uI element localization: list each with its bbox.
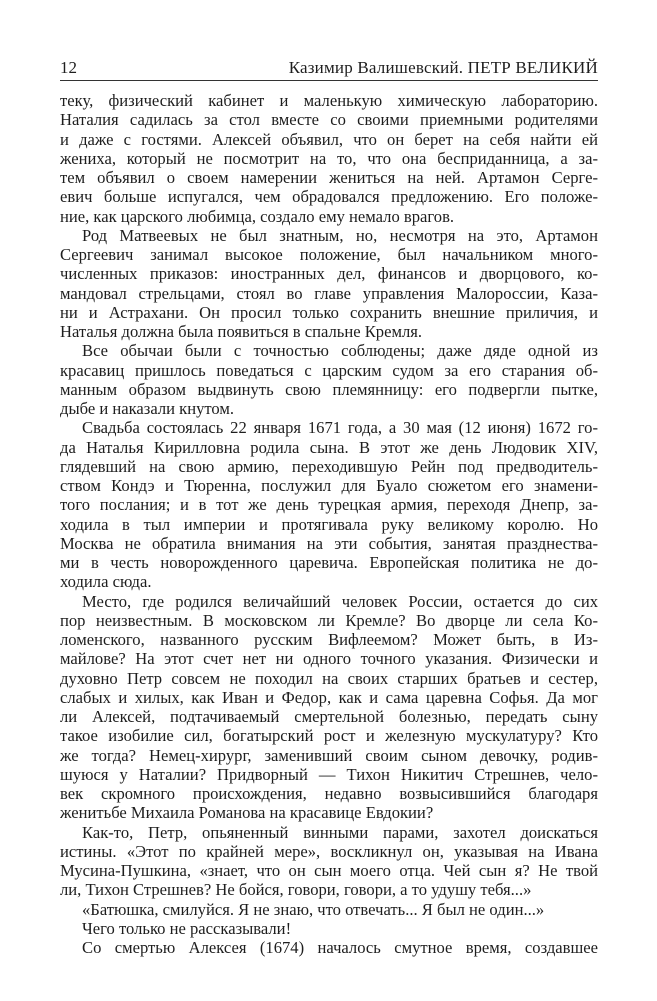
text-line: майлове? На этот счет нет ни одного точного указания. Физически и — [60, 649, 598, 669]
page-body — [60, 91, 598, 957]
text-line: жениха, который не посмотрит на то, что она бесприданница, а за- — [60, 148, 598, 168]
text-line: истины. «Этот по крайней мере», воскликнул он, указывая на Ивана — [60, 841, 598, 861]
paragraph — [60, 418, 598, 591]
page-number: 12 — [60, 58, 77, 77]
text-line: численных приказов: иностранных дел, финансов и дворцового, ко- — [60, 264, 598, 284]
text-line: ли, Тихон Стрешнев? Не бойся, говори, говори, а то удушу тебя...» — [60, 880, 532, 900]
text-line: Наталия садилась за стол вместе со своими приемными родителями — [60, 110, 598, 130]
text-line: глядевший на свою армию, переходившую Рейн под предводитель- — [60, 456, 598, 476]
text-line: Как-то, Петр, опьяненный винными парами, захотел доискаться — [82, 822, 598, 842]
text-line: Наталья должна была появиться в спальне Кремля. — [60, 322, 423, 341]
text-line: красавиц пришлось поведаться с царским судом за его старания об- — [60, 360, 598, 380]
text-line: Чего только не рассказывали! — [82, 918, 292, 938]
text-line: Род Матвеевых не был знатным, но, несмотря на это, Артамон — [82, 225, 598, 245]
text-line: Со смертью Алексея (1674) началось смутное время, создавшее — [82, 938, 598, 957]
text-line: дыбе и наказали кнутом. — [60, 399, 235, 418]
text-line: ли Алексей, подтачиваемый смертельной болезнью, передать сыну — [60, 707, 598, 726]
text-line: мандовал стрельцами, стоял во главе управления Малороссии, Каза- — [60, 283, 598, 303]
text-line: и даже с гостями. Алексей объявил, что он берет на себя найти ей — [60, 129, 598, 149]
text-line: духовно Петр совсем не походил на своих старших братьев и сестер, — [60, 668, 598, 688]
text-line: теку, физический кабинет и маленькую химическую лабораторию. — [60, 91, 598, 110]
text-line: Москва не обратила внимания на эти события, занятая празднества- — [60, 533, 598, 553]
text-line: Все обычаи были с точностью соблюдены; даже дяде одной из — [82, 341, 598, 361]
paragraph — [60, 900, 598, 919]
text-line: ством Кондэ и Тюренна, послужил для Буало сюжетом его знамени- — [60, 476, 598, 495]
text-line: ни и Астрахани. Он просил только сохранить внешние приличия, и — [60, 302, 598, 322]
text-line: ломенского, названного русским Вифлеемом? Может быть, в Из- — [60, 630, 598, 649]
text-line: век скромного происхождения, недавно возвысившийся благодаря — [60, 784, 598, 803]
text-line: пор неизвестным. В московском ли Кремле? Во дворце ли села Ко- — [60, 610, 598, 630]
running-header — [60, 56, 598, 81]
text-line: Мусина-Пушкина, «знает, что он сын моего отца. Чей сын я? Не твой — [60, 861, 598, 880]
paragraph — [60, 823, 598, 900]
text-line: тем объявил о своем намерении жениться на ней. Артамон Серге- — [60, 168, 598, 187]
paragraph — [60, 919, 598, 938]
paragraph — [60, 938, 598, 957]
text-line: «Батюшка, смилуйся. Я не знаю, что отвечать... Я был не один...» — [82, 899, 545, 919]
text-line: женитьбе Михаила Романова на красавице Евдокии? — [60, 803, 434, 823]
text-line: такое изобилие сил, богатырский рост и железную мускулатуру? Кто — [60, 726, 598, 746]
text-line: евич больше испугался, чем обрадовался предложению. Его положе- — [60, 187, 598, 207]
paragraph — [60, 341, 598, 418]
text-line: ходила сюда. — [60, 572, 152, 592]
running-title: Казимир Валишевский. ПЕТР ВЕЛИКИЙ — [288, 58, 598, 77]
text-line: Место, где родился величайший человек России, остается до сих — [82, 591, 598, 611]
text-line: ми в честь новорожденного царевича. Европейская политика не до- — [60, 553, 598, 572]
text-line: ние, как царского любимца, создало ему немало врагов. — [60, 206, 455, 226]
text-line: да Наталья Кирилловна родила сына. В этот же день Людовик XIV, — [60, 437, 598, 457]
text-line: шуюся у Наталии? Придворный — Тихон Никитич Стрешнев, чело- — [60, 764, 598, 784]
paragraph — [60, 91, 598, 226]
text-line: ходила в тыл империи и протягивала руку великому королю. Но — [60, 514, 598, 534]
paragraph — [60, 226, 598, 342]
text-line: Свадьба состоялась 22 января 1671 года, а 30 мая (12 июня) 1672 го- — [82, 418, 598, 438]
text-line: слабых и хилых, как Иван и Федор, как и сама царевна Софья. Да мог — [60, 687, 598, 707]
paragraph — [60, 592, 598, 823]
text-line: манным образом выдвинуть свою племянницу: его подвергли пытке, — [60, 379, 598, 399]
text-line: Сергеевич занимал высокое положение, был начальником много- — [60, 245, 598, 264]
text-line: того послания; и в тот же день турецкая армия, переходя Днепр, за- — [60, 495, 598, 515]
text-line: же тогда? Немец-хирург, заменивший своим сыном девочку, родив- — [60, 745, 598, 765]
